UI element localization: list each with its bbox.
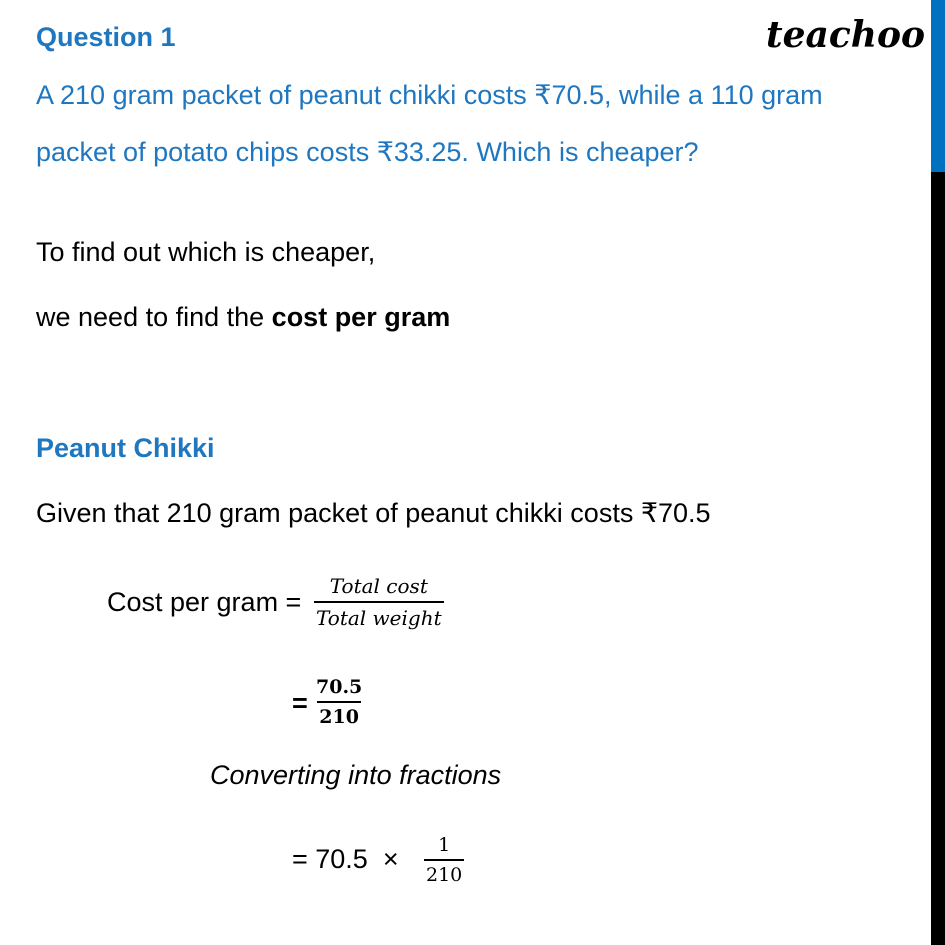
question-line-2: packet of potato chips costs ₹33.25. Which is cheaper? xyxy=(36,137,699,167)
cost-per-gram-label: Cost per gram = xyxy=(107,587,302,617)
fraction-70-5-over-210 xyxy=(314,676,364,728)
given-text: Given that 210 gram packet of peanut chikki costs ₹70.5 xyxy=(36,498,711,528)
question-line-1: A 210 gram packet of peanut chikki costs ₹70.5, while a 110 gram xyxy=(36,80,823,110)
converting-text: Converting into fractions xyxy=(210,760,502,790)
section-title: Peanut Chikki xyxy=(36,433,215,463)
cost-per-gram-fraction xyxy=(314,574,444,630)
fraction-numerator: 1 xyxy=(438,834,451,856)
equals-sign: = xyxy=(292,688,308,718)
intro-line-1: To find out which is cheaper, xyxy=(36,237,376,267)
intro-bold: cost per gram xyxy=(271,302,451,332)
multiplication-expression: = 70.5 × xyxy=(292,844,399,874)
scroll-accent-bar xyxy=(931,0,945,172)
question-title: Question 1 xyxy=(36,22,176,52)
fraction-denominator: Total weight xyxy=(314,601,444,630)
intro-line-2 xyxy=(36,302,450,333)
fraction-numerator: 70.5 xyxy=(316,676,363,698)
fraction-numerator: Total cost xyxy=(329,574,428,598)
side-bar xyxy=(931,172,945,945)
teachoo-logo: teachoo xyxy=(766,14,925,56)
fraction-denominator: 210 xyxy=(424,859,464,886)
intro-prefix: we need to find the xyxy=(36,302,272,332)
fraction-1-over-210 xyxy=(424,834,464,886)
fraction-denominator: 210 xyxy=(317,701,361,728)
